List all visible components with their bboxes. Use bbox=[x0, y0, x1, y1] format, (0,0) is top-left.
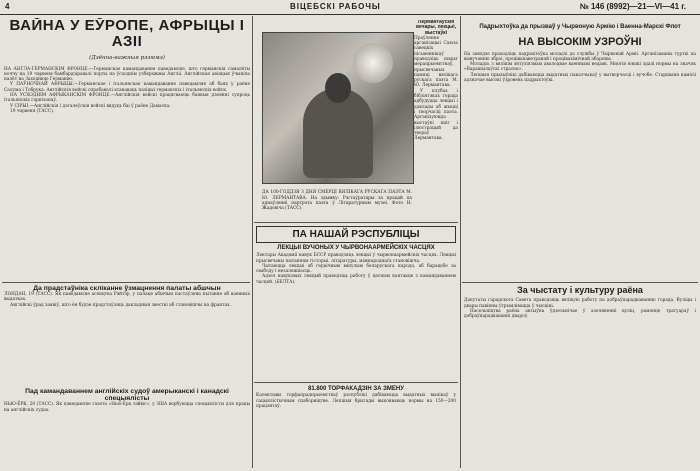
paragraph: У СІРЫІ.—Англійскія і дэгалеўскія войскі вядуць баі ў раёне Дамаска. bbox=[10, 103, 171, 109]
article-lermontov bbox=[414, 20, 458, 220]
section-header-republic: ПА НАШАЙ РЭСПУБЛІЦЫ bbox=[256, 226, 456, 243]
paragraph: У ПАЎНОЧНАЙ АФРЫЦЫ.—Германскае і італьянскае камандаванне паведамляе аб баях у раёне Салума і Тобрука. Англійскія войскі спрабавалі атакаваць пазіцыі германскіх і італьянскіх войск. bbox=[4, 82, 250, 93]
article-parliament bbox=[4, 285, 250, 385]
section-rule bbox=[254, 382, 458, 383]
headline-ships: Пад камандаваннем англійскіх судоў амерыканскі і канадскі спецыялісты bbox=[25, 388, 229, 403]
paragraph: Моладзь з вялікім энтузіязмам авалодвае ваеннымі ведамі. Многія юнакі здалі нормы на значок «Варашылаўскі стралок». bbox=[464, 62, 696, 73]
paragraph: Адзел навуковых лекцый праводзіць работу ў цесным кантакце з камандаваннем часцей. (БЕЛТА). bbox=[256, 274, 456, 285]
paragraph: Насельніцтва раёна актыўна ўдзельнічае ў азеляненні вуліц, рамонце тратуараў і добраўпарадкаванні двароў. bbox=[464, 309, 696, 320]
article-war bbox=[4, 18, 250, 280]
paragraph: Англійскі ўрад заявіў, што ён будзе прадстаўляць дакладныя звесткі аб становішчы на франтах. bbox=[10, 302, 231, 308]
article-cleanliness bbox=[464, 285, 696, 468]
headline-lectures: ЛЕКЦЫІ ВУЧОНЫХ У ЧЫРВОНААРМЕЙСКІХ ЧАСЦЯХ bbox=[277, 245, 435, 251]
paper-name: ВІЦЕБСКІ РАБОЧЫ bbox=[290, 2, 381, 11]
lermontov-photo bbox=[262, 32, 414, 184]
page-number: 4 bbox=[5, 2, 10, 11]
section-rule bbox=[462, 282, 698, 283]
paragraph: Праўленне арганізацыі Саюза савецкіх пісьменнікаў праводзіць шэраг мерапрыемстваў, прысвечаных памяці вялікага рускага паэта М. Ю. Лермантава. bbox=[414, 35, 458, 89]
issue-date: № 146 (8992)—21—VI—41 г. bbox=[579, 2, 686, 11]
article-conscription bbox=[464, 18, 696, 280]
paragraph: У клубах і бібліятэках горада адбудуцца лекцыі і даклады аб жыцці і творчасці паэта. Арганізуюцца выстаўкі кніг і ілюстрацый да твораў Лермантава. bbox=[414, 88, 458, 142]
masthead bbox=[0, 0, 700, 15]
photo-lamp bbox=[353, 43, 393, 83]
section-rule bbox=[2, 282, 250, 283]
headline-cleanliness: За чыстату і культуру раёна bbox=[517, 285, 643, 295]
article-republic bbox=[256, 226, 456, 380]
subhead-war: (Дзённа-важныя рэзюмэ) bbox=[89, 55, 165, 61]
headline-peat: 81.800 ТОРФАКАДЗІН ЗА ЗМЕНУ bbox=[307, 386, 404, 392]
headline-war: ВАЙНА У ЕЎРОПЕ, АФРЫЦЫ І АЗІІ bbox=[9, 18, 245, 50]
paragraph: Чытаюцца лекцыі аб гераічным мінулым беларускага народа, аб барацьбе за свабоду і незалежнасць. bbox=[256, 263, 456, 275]
paragraph: Лепшыя прызыўнікі дабіваюцца выдатных паказчыкаў у вытворчасці і вучобе. Старшыня камісіі адзначае высокі ўзровень падрыхтоўкі. bbox=[464, 72, 696, 84]
paragraph: НА УСХОДНІМ АФРЫКАНСКІМ ФРОНЦЕ.—Англійскія войскі працягваюць баявыя дзеянні супроць італьянскіх гарнізонаў. bbox=[4, 92, 250, 104]
photo-figure-head bbox=[325, 73, 351, 103]
note-conscription: Падрыхтоўка да прызваў у Чырвоную Армію і Ваенна-Марскі Флот bbox=[479, 24, 681, 30]
paragraph: НЬЮ-ЁРК, 20 (ТАСС). Як паведамляе газета «Нью-Ёрк таймс», у ЗША вербуюцца спецыялісты для працы на англійскіх судах. bbox=[4, 402, 250, 413]
column-rule bbox=[252, 16, 253, 468]
column-rule bbox=[460, 16, 461, 468]
paragraph: 19 чэрвеня (ТАСС). bbox=[10, 108, 55, 114]
paragraph: НА АНГЛА-ГЕРМАНСКІМ ФРОНЦЕ.—Германскае камандаванне паведамляе, што германскія самалёты ноччу на 19 чэрвеня бамбардзіравалі порты на ўсходнім узбярэжжы Англіі. Англійская авіяцыя ўчыніла налёт на Заходнюю Германію. bbox=[4, 66, 250, 83]
paragraph: Калектывы торфапрадпрыемстваў рэспублікі дабіваюцца выдатных вынікаў у сацыялістычным спаборніцтве. Лепшыя брыгады выконваюць нормы на 150—200 працэнтаў. bbox=[256, 393, 456, 409]
photo-caption: ДА 100-ГОДДЗЯ З ДНЯ СМЕРЦІ ВЯЛІКАГА РУСКАГА ПАЭТА М. Ю. ЛЕРМАНТАВА. На здымку: Рэстаўратары за працай па аднаўленні партрэта паэта ў Літаратурным музеі. Фото Н. Жадовіча (ТАСС). bbox=[262, 190, 412, 211]
article-ships bbox=[4, 388, 250, 468]
section-rule bbox=[254, 222, 458, 223]
headline-parliament: Да прадстаўніка скліканне ўзмацнення палаты абшчын bbox=[33, 285, 221, 292]
paragraph: Лектары Акадэміі навук БССР праводзяць лекцыі ў чырвонаармейскіх часцях. Лекцыі прысвечаны пытанням гісторыі, літаратуры, міжнароднага становішча. bbox=[256, 253, 456, 264]
paragraph: ЛОНДАН, 19 (ТАСС). Як паведамляе агенцтва Рэйтэр, у палаце абшчын пастаўлена пытанне аб ваенных выдатках. bbox=[4, 292, 250, 303]
paragraph: Дэпутаты гарадскога Савета праводзяць вялікую работу па добраўпарадкаванню горада. Вуліцы і двары павінны ўтрымлівацца ў чысціні. bbox=[464, 298, 696, 309]
article-peat bbox=[256, 385, 456, 468]
headline-lermontov: Лермантаўскія вечары, лекцыі, выстаўкі bbox=[416, 20, 456, 36]
headline-conscription: НА ВЫСОКІМ УЗРОЎНІ bbox=[518, 36, 642, 48]
paragraph: На заводзе праходзіць падрыхтоўка моладзі да службы ў Чырвонай Арміі. Арганізаваны гурткі па вывучэнню зброі, процівапаветранай і процівахімічнай абароны. bbox=[464, 51, 696, 62]
